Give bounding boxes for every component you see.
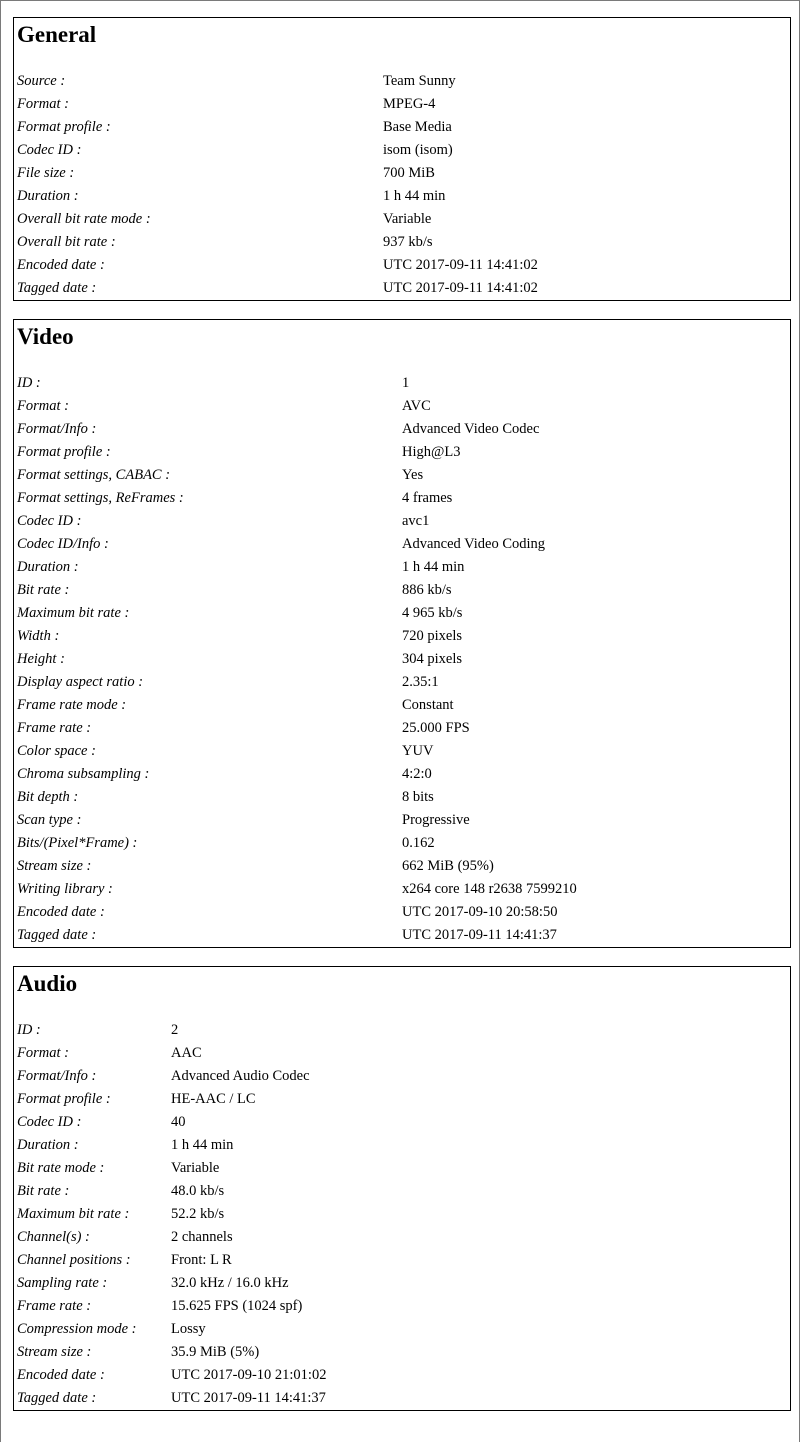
info-row: [17, 139, 787, 162]
row-value: 937 kb/s: [383, 234, 433, 250]
info-row: [17, 1157, 787, 1180]
info-row: [17, 786, 787, 809]
info-row: [17, 277, 787, 300]
row-value: Yes: [402, 467, 424, 483]
info-row: [17, 671, 787, 694]
info-row: [17, 924, 787, 947]
row-value: UTC 2017-09-11 14:41:37: [402, 927, 557, 943]
info-row: [17, 1042, 787, 1065]
info-row: [17, 1134, 787, 1157]
row-label: Duration :: [17, 188, 79, 204]
audio-rows: [17, 1019, 787, 1410]
row-value: Constant: [402, 697, 454, 713]
info-row: [17, 1203, 787, 1226]
info-row: [17, 533, 787, 556]
row-label: Height :: [17, 651, 65, 667]
row-label: Maximum bit rate :: [17, 605, 130, 621]
row-label: Format :: [17, 96, 69, 112]
info-row: [17, 625, 787, 648]
info-row: [17, 1318, 787, 1341]
video-rows: [17, 372, 787, 947]
row-value: YUV: [402, 743, 434, 759]
row-value: 1: [402, 375, 410, 391]
row-value: 25.000 FPS: [402, 720, 470, 736]
row-value: UTC 2017-09-10 20:58:50: [402, 904, 558, 920]
info-row: [17, 162, 787, 185]
row-value: 720 pixels: [402, 628, 463, 644]
general-rows: [17, 70, 787, 300]
row-label: Format profile :: [17, 119, 111, 135]
row-value: UTC 2017-09-11 14:41:37: [171, 1390, 326, 1406]
row-label: Format/Info :: [17, 1068, 97, 1084]
info-row: [17, 1088, 787, 1111]
general-section: [13, 17, 791, 301]
row-label: Frame rate :: [17, 1298, 92, 1314]
row-value: 700 MiB: [383, 165, 435, 181]
row-value: 2: [171, 1022, 179, 1038]
row-value: 2 channels: [171, 1229, 233, 1245]
row-label: Format/Info :: [17, 421, 97, 437]
row-value: Front: L R: [171, 1252, 232, 1268]
info-row: [17, 231, 787, 254]
info-row: [17, 1226, 787, 1249]
row-value: 304 pixels: [402, 651, 463, 667]
row-value: Lossy: [171, 1321, 206, 1337]
row-label: Bit depth :: [17, 789, 79, 805]
row-label: Codec ID :: [17, 1114, 82, 1130]
row-label: Codec ID :: [17, 513, 82, 529]
info-row: [17, 855, 787, 878]
row-label: Channel positions :: [17, 1252, 131, 1268]
info-row: [17, 556, 787, 579]
row-label: Writing library :: [17, 881, 113, 897]
audio-section: [13, 966, 791, 1411]
row-label: Encoded date :: [17, 1367, 105, 1383]
row-label: Maximum bit rate :: [17, 1206, 130, 1222]
row-label: Color space :: [17, 743, 96, 759]
row-label: Source :: [17, 73, 66, 89]
row-label: Bit rate mode :: [17, 1160, 105, 1176]
row-value: 0.162: [402, 835, 435, 851]
row-label: ID :: [17, 1022, 41, 1038]
info-row: [17, 1387, 787, 1410]
row-value: 2.35:1: [402, 674, 439, 690]
row-label: Tagged date :: [17, 927, 97, 943]
row-value: 1 h 44 min: [383, 188, 446, 204]
row-value: UTC 2017-09-11 14:41:02: [383, 280, 538, 296]
row-value: 15.625 FPS (1024 spf): [171, 1298, 303, 1314]
row-value: Base Media: [383, 119, 452, 135]
section-title: General: [17, 22, 97, 47]
row-label: ID :: [17, 375, 41, 391]
row-value: 52.2 kb/s: [171, 1206, 225, 1222]
row-label: Stream size :: [17, 1344, 92, 1360]
row-label: Channel(s) :: [17, 1229, 90, 1245]
info-row: [17, 878, 787, 901]
info-row: [17, 740, 787, 763]
info-row: [17, 372, 787, 395]
row-value: AAC: [171, 1045, 202, 1061]
row-value: HE-AAC / LC: [171, 1091, 256, 1107]
info-row: [17, 694, 787, 717]
info-row: [17, 464, 787, 487]
info-row: [17, 185, 787, 208]
info-row: [17, 832, 787, 855]
info-row: [17, 648, 787, 671]
row-label: Format profile :: [17, 1091, 111, 1107]
info-row: [17, 579, 787, 602]
info-row: [17, 418, 787, 441]
row-value: 40: [171, 1114, 186, 1130]
info-row: [17, 93, 787, 116]
row-label: Format settings, CABAC :: [17, 467, 171, 483]
row-label: Frame rate :: [17, 720, 92, 736]
row-value: Team Sunny: [383, 73, 456, 89]
row-label: Bit rate :: [17, 582, 70, 598]
info-row: [17, 809, 787, 832]
row-label: Duration :: [17, 1137, 79, 1153]
info-row: [17, 1019, 787, 1042]
info-row: [17, 1272, 787, 1295]
section-title: Audio: [17, 971, 78, 996]
info-row: [17, 717, 787, 740]
row-label: Overall bit rate mode :: [17, 211, 151, 227]
row-label: Stream size :: [17, 858, 92, 874]
row-value: x264 core 148 r2638 7599210: [402, 881, 577, 897]
row-value: 48.0 kb/s: [171, 1183, 225, 1199]
row-value: avc1: [402, 513, 430, 529]
row-label: Compression mode :: [17, 1321, 137, 1337]
section-title: Video: [17, 324, 74, 349]
row-value: Variable: [383, 211, 432, 227]
info-row: [17, 208, 787, 231]
row-value: 8 bits: [402, 789, 434, 805]
row-label: Display aspect ratio :: [17, 674, 144, 690]
row-value: 1 h 44 min: [402, 559, 465, 575]
row-value: 1 h 44 min: [171, 1137, 234, 1153]
info-row: [17, 1065, 787, 1088]
row-value: AVC: [402, 398, 431, 414]
row-label: Sampling rate :: [17, 1275, 108, 1291]
row-label: Width :: [17, 628, 60, 644]
row-label: Scan type :: [17, 812, 82, 828]
info-row: [17, 395, 787, 418]
info-row: [17, 487, 787, 510]
row-label: Format :: [17, 398, 69, 414]
row-label: Tagged date :: [17, 1390, 97, 1406]
info-row: [17, 441, 787, 464]
row-value: Progressive: [402, 812, 470, 828]
row-value: Advanced Video Codec: [402, 421, 540, 437]
row-value: isom (isom): [383, 142, 453, 158]
row-label: Overall bit rate :: [17, 234, 116, 250]
info-row: [17, 901, 787, 924]
row-value: MPEG-4: [383, 96, 436, 112]
info-row: [17, 254, 787, 277]
row-value: Advanced Video Coding: [402, 536, 546, 552]
row-value: 32.0 kHz / 16.0 kHz: [171, 1275, 289, 1291]
info-row: [17, 763, 787, 786]
info-row: [17, 1295, 787, 1318]
row-label: File size :: [17, 165, 75, 181]
row-label: Frame rate mode :: [17, 697, 127, 713]
row-value: High@L3: [402, 444, 461, 460]
row-label: Format settings, ReFrames :: [17, 490, 184, 506]
row-label: Codec ID :: [17, 142, 82, 158]
row-label: Tagged date :: [17, 280, 97, 296]
row-label: Encoded date :: [17, 904, 105, 920]
row-label: Format :: [17, 1045, 69, 1061]
row-value: 4:2:0: [402, 766, 432, 782]
row-value: UTC 2017-09-11 14:41:02: [383, 257, 538, 273]
row-value: UTC 2017-09-10 21:01:02: [171, 1367, 327, 1383]
row-label: Chroma subsampling :: [17, 766, 150, 782]
info-row: [17, 116, 787, 139]
row-label: Bit rate :: [17, 1183, 70, 1199]
info-row: [17, 70, 787, 93]
info-row: [17, 1180, 787, 1203]
row-value: Advanced Audio Codec: [171, 1068, 310, 1084]
info-row: [17, 1364, 787, 1387]
info-row: [17, 1341, 787, 1364]
row-value: 35.9 MiB (5%): [171, 1344, 260, 1360]
row-label: Format profile :: [17, 444, 111, 460]
row-value: 4 frames: [402, 490, 453, 506]
row-value: Variable: [171, 1160, 220, 1176]
video-section: [13, 319, 791, 948]
row-label: Bits/(Pixel*Frame) :: [17, 835, 138, 851]
row-label: Encoded date :: [17, 257, 105, 273]
info-row: [17, 1249, 787, 1272]
info-row: [17, 1111, 787, 1134]
info-row: [17, 510, 787, 533]
row-value: 662 MiB (95%): [402, 858, 494, 874]
row-value: 886 kb/s: [402, 582, 452, 598]
info-row: [17, 602, 787, 625]
row-label: Duration :: [17, 559, 79, 575]
row-value: 4 965 kb/s: [402, 605, 463, 621]
row-label: Codec ID/Info :: [17, 536, 109, 552]
